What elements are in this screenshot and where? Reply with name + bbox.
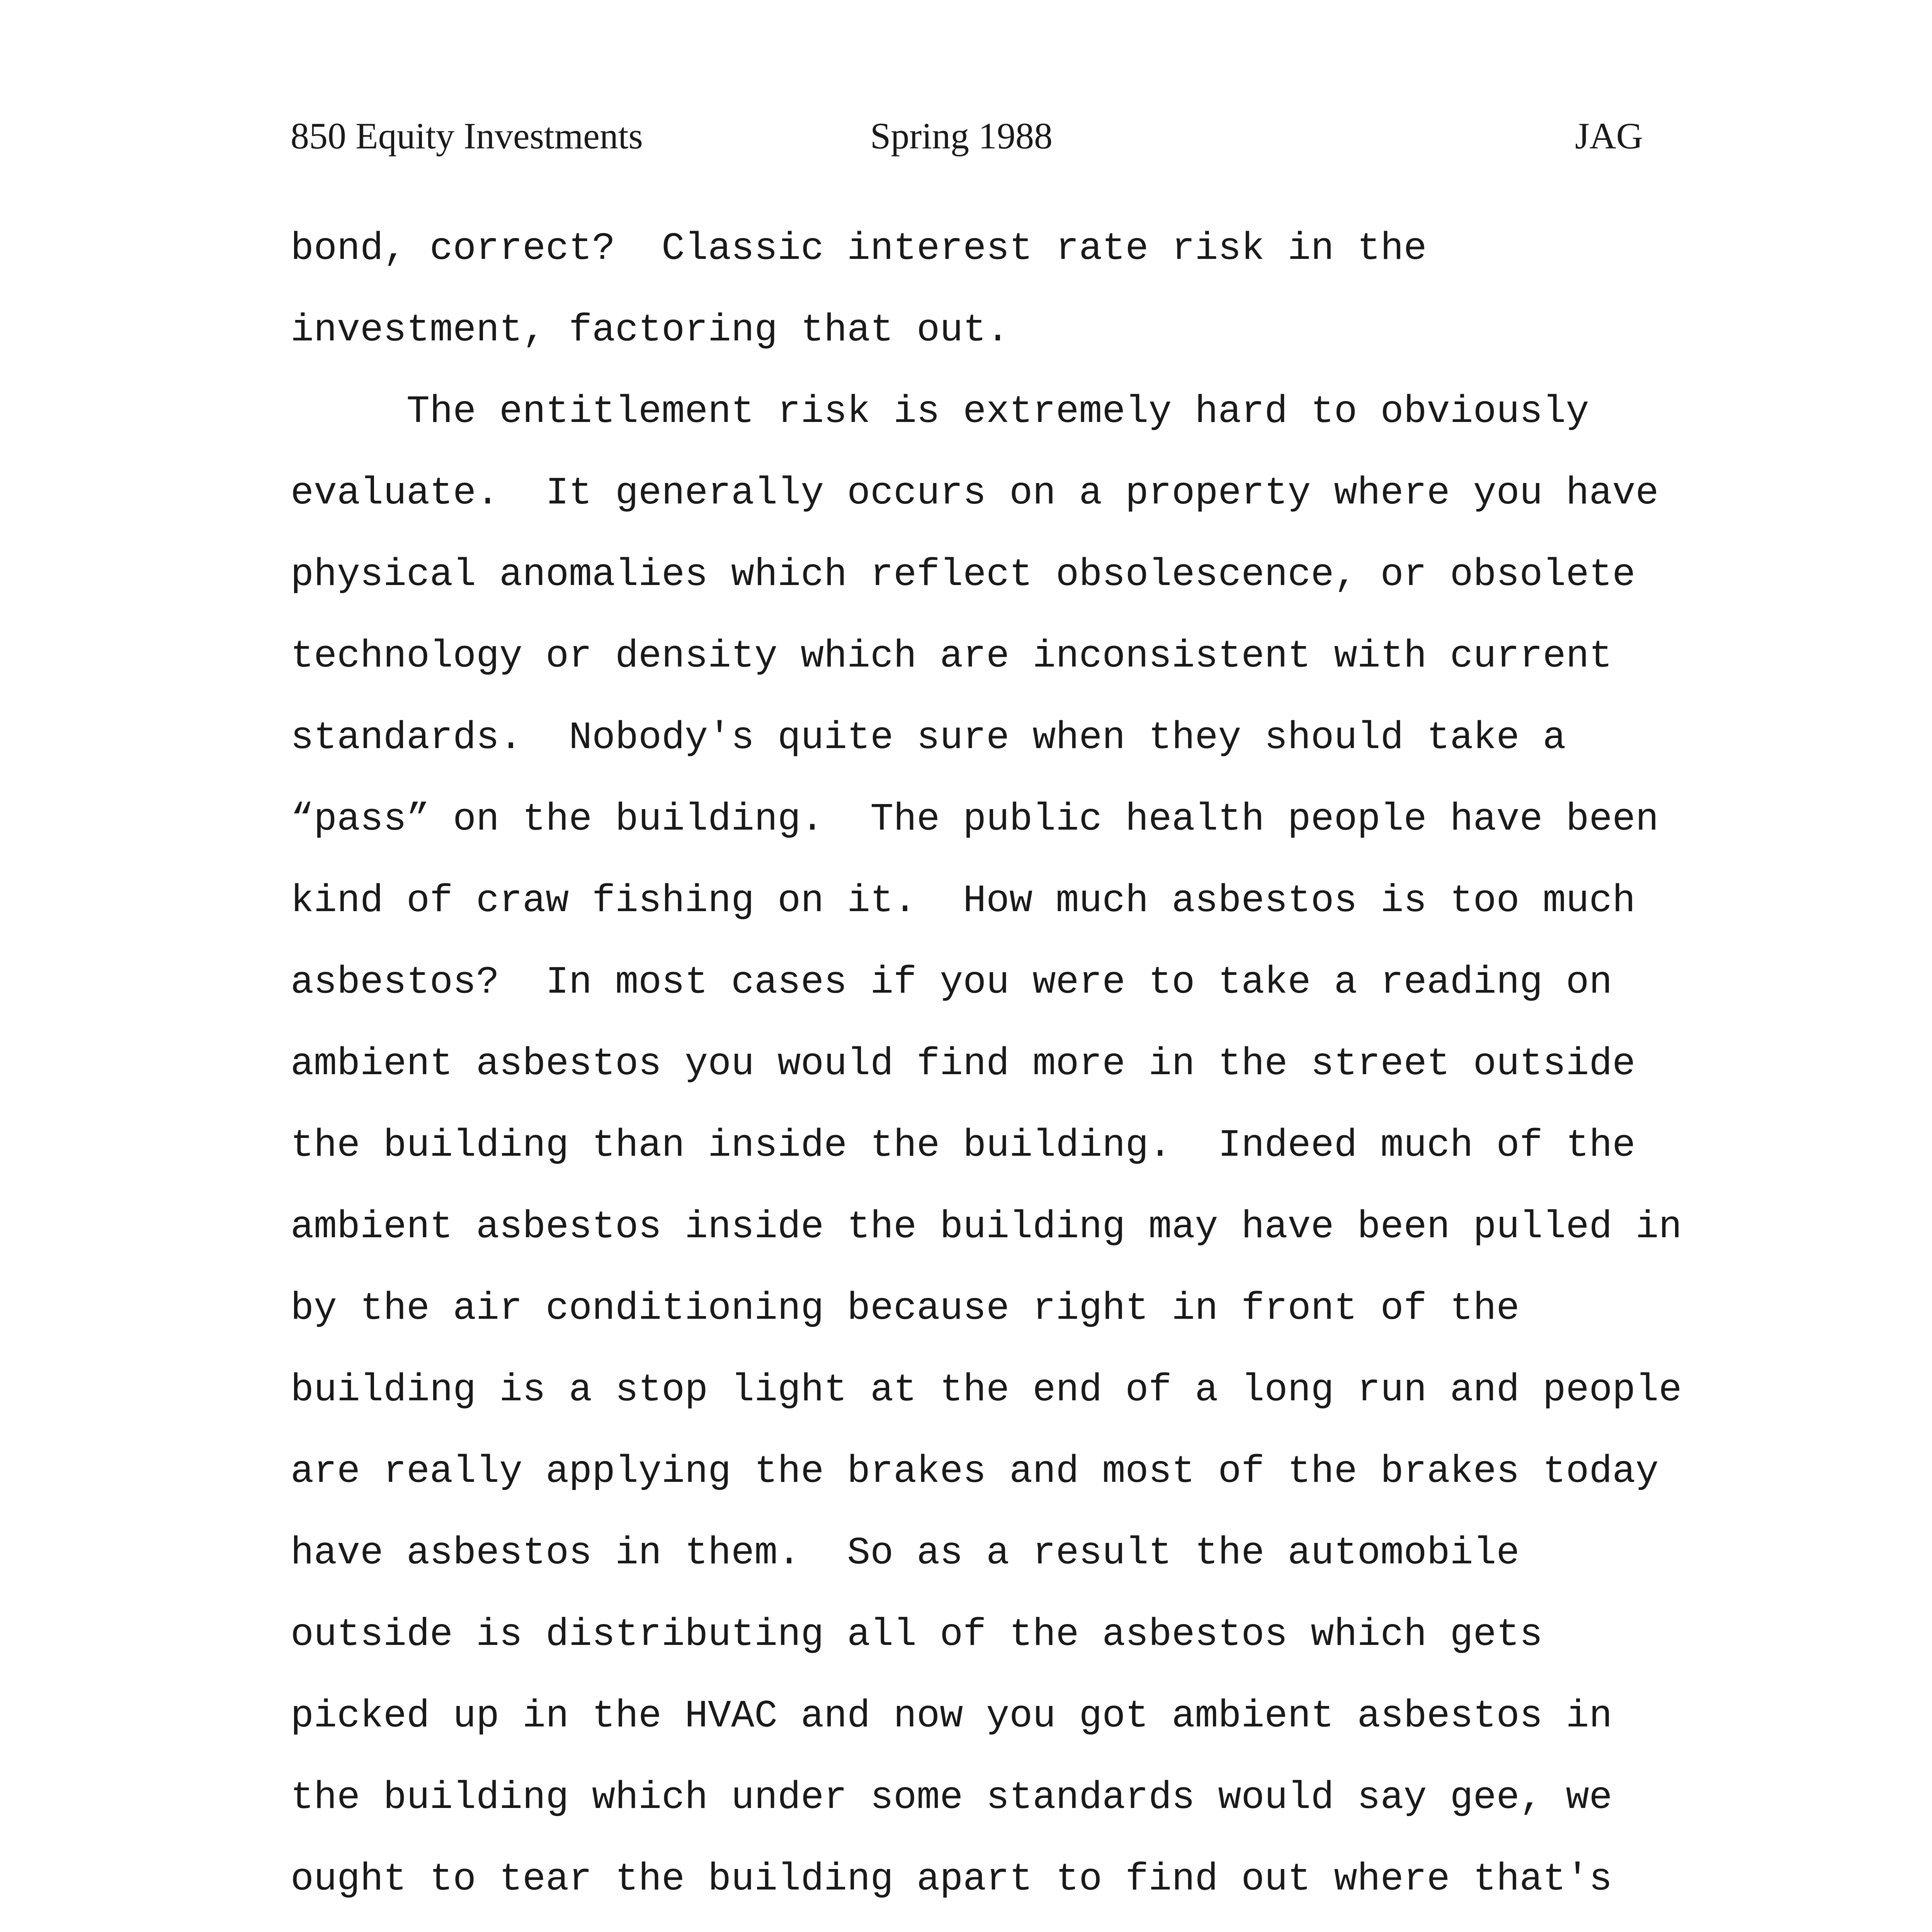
body-line: ought to tear the building apart to find out where that's (291, 1858, 1612, 1901)
body-line: by the air conditioning because right in front of the (291, 1287, 1520, 1331)
body-line: physical anomalies which reflect obsolescence, or obsolete (291, 553, 1636, 597)
body-line: investment, factoring that out. (291, 309, 1010, 352)
body-line: building is a stop light at the end of a long run and people (291, 1369, 1682, 1412)
body-line: have asbestos in them. So as a result the automobile (291, 1532, 1520, 1575)
body-line: outside is distributing all of the asbestos which gets (291, 1613, 1543, 1657)
body-line: “pass” on the building. The public health people have been (291, 798, 1659, 842)
body-line: kind of craw fishing on it. How much asbestos is too much (291, 879, 1636, 923)
body-line: evaluate. It generally occurs on a property where you have (291, 472, 1659, 515)
body-line: are really applying the brakes and most of the brakes today (291, 1450, 1659, 1494)
body-line: bond, correct? Classic interest rate risk in the (291, 227, 1427, 271)
body-line: ambient asbestos inside the building may have been pulled in (291, 1206, 1682, 1249)
body-line: standards. Nobody's quite sure when they should take a (291, 716, 1566, 760)
body-line: picked up in the HVAC and now you got ambient asbestos in (291, 1695, 1612, 1738)
header-initials: JAG (1575, 115, 1643, 156)
body-line: ambient asbestos you would find more in the street outside (291, 1043, 1636, 1086)
body-line: the building than inside the building. Indeed much of the (291, 1124, 1636, 1168)
header-term: Spring 1988 (870, 115, 1053, 156)
body-line: asbestos? In most cases if you were to take a reading on (291, 961, 1612, 1005)
body-line: The entitlement risk is extremely hard to obviously (291, 390, 1589, 434)
body-line: the building which under some standards would say gee, we (291, 1776, 1612, 1820)
header-course-title: 850 Equity Investments (291, 115, 643, 156)
body-line: technology or density which are inconsistent with current (291, 635, 1612, 679)
